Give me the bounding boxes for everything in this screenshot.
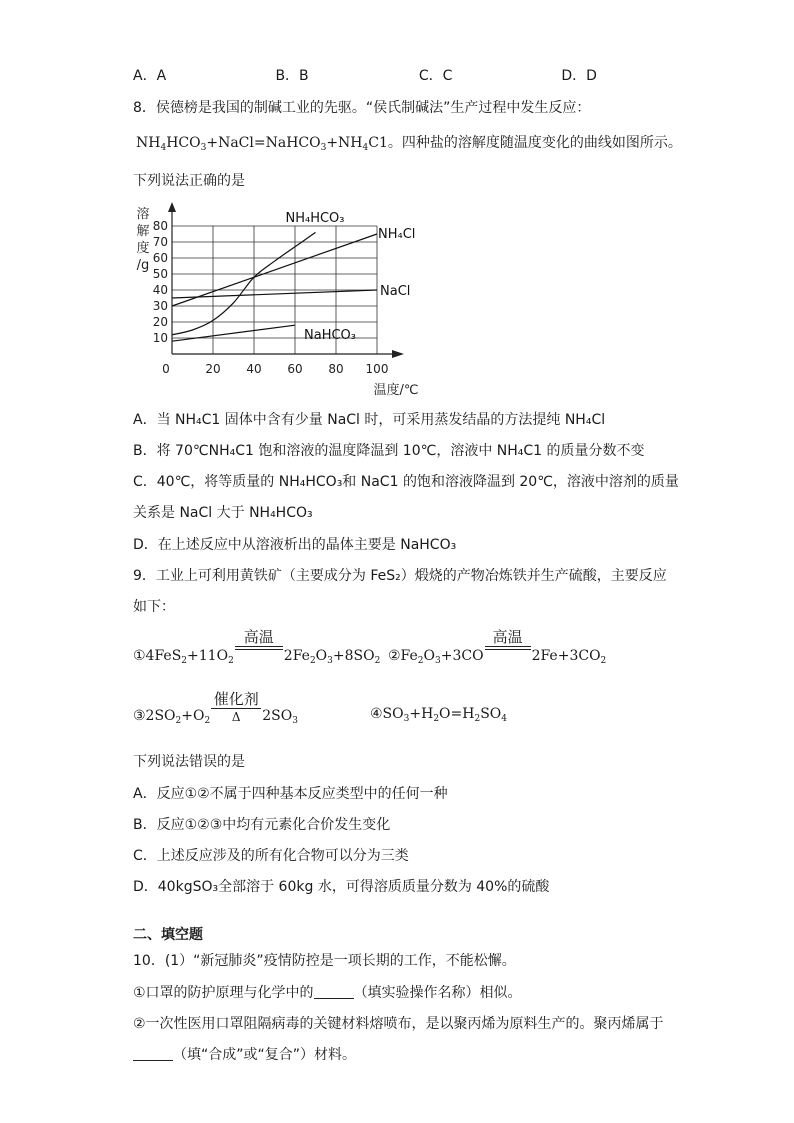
series-label-1: NH₄Cl bbox=[378, 227, 416, 242]
series-label-0: NH₄HCO₃ bbox=[285, 211, 345, 226]
q8-reaction-tail: 。四种盐的溶解度随温度变化的曲线如图所示。 bbox=[387, 135, 682, 151]
q9-equation-3: $③2SO_2+O_2$ 催化剂 Δ $2SO_3$ bbox=[133, 690, 298, 726]
series-line-0 bbox=[172, 232, 316, 334]
q9-option-b: B．反应①②③中均有元素化合价发生变化 bbox=[133, 817, 391, 833]
series-label-2: NaCl bbox=[380, 284, 411, 299]
y-axis-arrow bbox=[168, 202, 176, 212]
y-axis-label-char: /g bbox=[136, 258, 150, 273]
q9-option-d: D．40kgSO₃全部溶于 60kg 水，可得溶质质量分数为 40%的硫酸 bbox=[133, 879, 550, 895]
eq1-condition: 高温 bbox=[243, 628, 274, 646]
prev-option-c: C．C bbox=[418, 68, 453, 84]
q8-option-c-line1: C．40℃，将等质量的 NH₄HCO₃和 NaC1 的饱和溶液降温到 20℃，溶液中溶剂的质量 bbox=[133, 474, 679, 490]
eq2-condition: 高温 bbox=[492, 628, 523, 646]
q8-reaction-equation: $NH_4HCO_3+NaCl=NaHCO_3+NH_4C1$ bbox=[136, 135, 388, 153]
series-line-1 bbox=[172, 234, 377, 306]
y-tick-label: 80 bbox=[152, 219, 168, 233]
q9-stem-line2: 如下： bbox=[133, 599, 175, 615]
series-line-2 bbox=[172, 290, 377, 298]
x-tick-label: 40 bbox=[246, 362, 262, 376]
q10-stem: 10．(1）“新冠肺炎”疫情防控是一项长期的工作，不能松懈。 bbox=[133, 953, 516, 969]
y-tick-label: 60 bbox=[152, 251, 168, 265]
q10-item2: ②一次性医用口罩阻隔病毒的关键材料熔喷布，是以聚丙烯为原料生产的。聚丙烯属于 bbox=[133, 1016, 664, 1032]
q10-item1-text-b: （填实验操作名称）相似。 bbox=[353, 985, 522, 1001]
eq3-condition-top: 催化剂 bbox=[213, 690, 259, 708]
x-tick-label: 80 bbox=[328, 362, 344, 376]
q9-equation-1: $①4FeS_2+11O_2$ 高温 $2Fe_2O_3+8SO_2$ bbox=[133, 628, 381, 666]
q10-item1-text-a: ①口罩的防护原理与化学中的 bbox=[133, 985, 314, 1001]
prev-question-options bbox=[133, 66, 597, 86]
q9-prompt: 下列说法错误的是 bbox=[133, 754, 245, 770]
series-line-3 bbox=[172, 325, 295, 341]
series-label-3: NaHCO₃ bbox=[304, 328, 356, 343]
q10-item1 bbox=[133, 983, 522, 1003]
q9-equation-2: $②Fe_2O_3+3CO$ 高温 $2Fe+3CO_2$ bbox=[388, 628, 607, 666]
y-axis-label-char: 溶 bbox=[136, 207, 150, 222]
y-tick-label: 50 bbox=[152, 267, 168, 281]
y-tick-label: 20 bbox=[152, 315, 168, 329]
q8-option-c-line2: 关系是 NaCl 大于 NH₄HCO₃ bbox=[133, 505, 313, 521]
y-axis-label-char: 度 bbox=[136, 241, 150, 256]
prev-option-d: D．D bbox=[561, 68, 597, 84]
chart-series bbox=[172, 232, 377, 341]
section-title: 二、填空题 bbox=[133, 927, 203, 943]
q10-item2-text-b: （填“合成”或“复合”）材料。 bbox=[173, 1047, 357, 1063]
q8-option-d: D．在上述反应中从溶液析出的晶体主要是 NaHCO₃ bbox=[133, 537, 457, 553]
prev-option-a: A．A bbox=[133, 68, 167, 84]
x-axis-arrow bbox=[392, 350, 404, 358]
q10-item2-line2 bbox=[133, 1045, 356, 1065]
q10-blank-2[interactable] bbox=[133, 1046, 173, 1061]
prev-option-b: B．B bbox=[275, 68, 309, 84]
x-tick-label: 0 bbox=[162, 362, 170, 376]
y-tick-label: 30 bbox=[152, 299, 168, 313]
x-tick-label: 60 bbox=[287, 362, 303, 376]
eq3-condition-bottom: Δ bbox=[231, 710, 241, 724]
q8-prompt: 下列说法正确的是 bbox=[133, 173, 245, 189]
x-tick-label: 20 bbox=[205, 362, 221, 376]
y-tick-label: 70 bbox=[152, 235, 168, 249]
q8-stem: 8．侯德榜是我国的制碱工业的先驱。“侯氏制碱法”生产过程中发生反应： bbox=[133, 100, 591, 116]
y-axis-label-char: 解 bbox=[136, 224, 150, 239]
q9-stem-line1: 9．工业上可利用黄铁矿（主要成分为 FeS₂）煅烧的产物冶炼铁并生产硫酸，主要反应 bbox=[133, 568, 667, 584]
q8-option-a: A．当 NH₄C1 固体中含有少量 NaCl 时，可采用蒸发结晶的方法提纯 NH₄Cl bbox=[133, 412, 606, 428]
y-tick-label: 10 bbox=[152, 331, 168, 345]
x-axis-label: 温度/℃ bbox=[373, 383, 419, 398]
q10-blank-1[interactable] bbox=[314, 984, 354, 999]
q9-option-a: A．反应①②不属于四种基本反应类型中的任何一种 bbox=[133, 786, 448, 802]
solubility-chart bbox=[130, 198, 430, 403]
y-tick-label: 40 bbox=[152, 283, 168, 297]
q8-option-b: B．将 70℃NH₄C1 饱和溶液的温度降温到 10℃，溶液中 NH₄C1 的质量分数不变 bbox=[133, 443, 645, 459]
x-tick-label: 100 bbox=[365, 362, 389, 376]
q8-reaction-line bbox=[136, 133, 682, 153]
q9-option-c: C．上述反应涉及的所有化合物可以分为三类 bbox=[133, 848, 409, 864]
q9-equation-4: $④SO_3+H_2O=H_2SO_4$ bbox=[370, 706, 508, 724]
